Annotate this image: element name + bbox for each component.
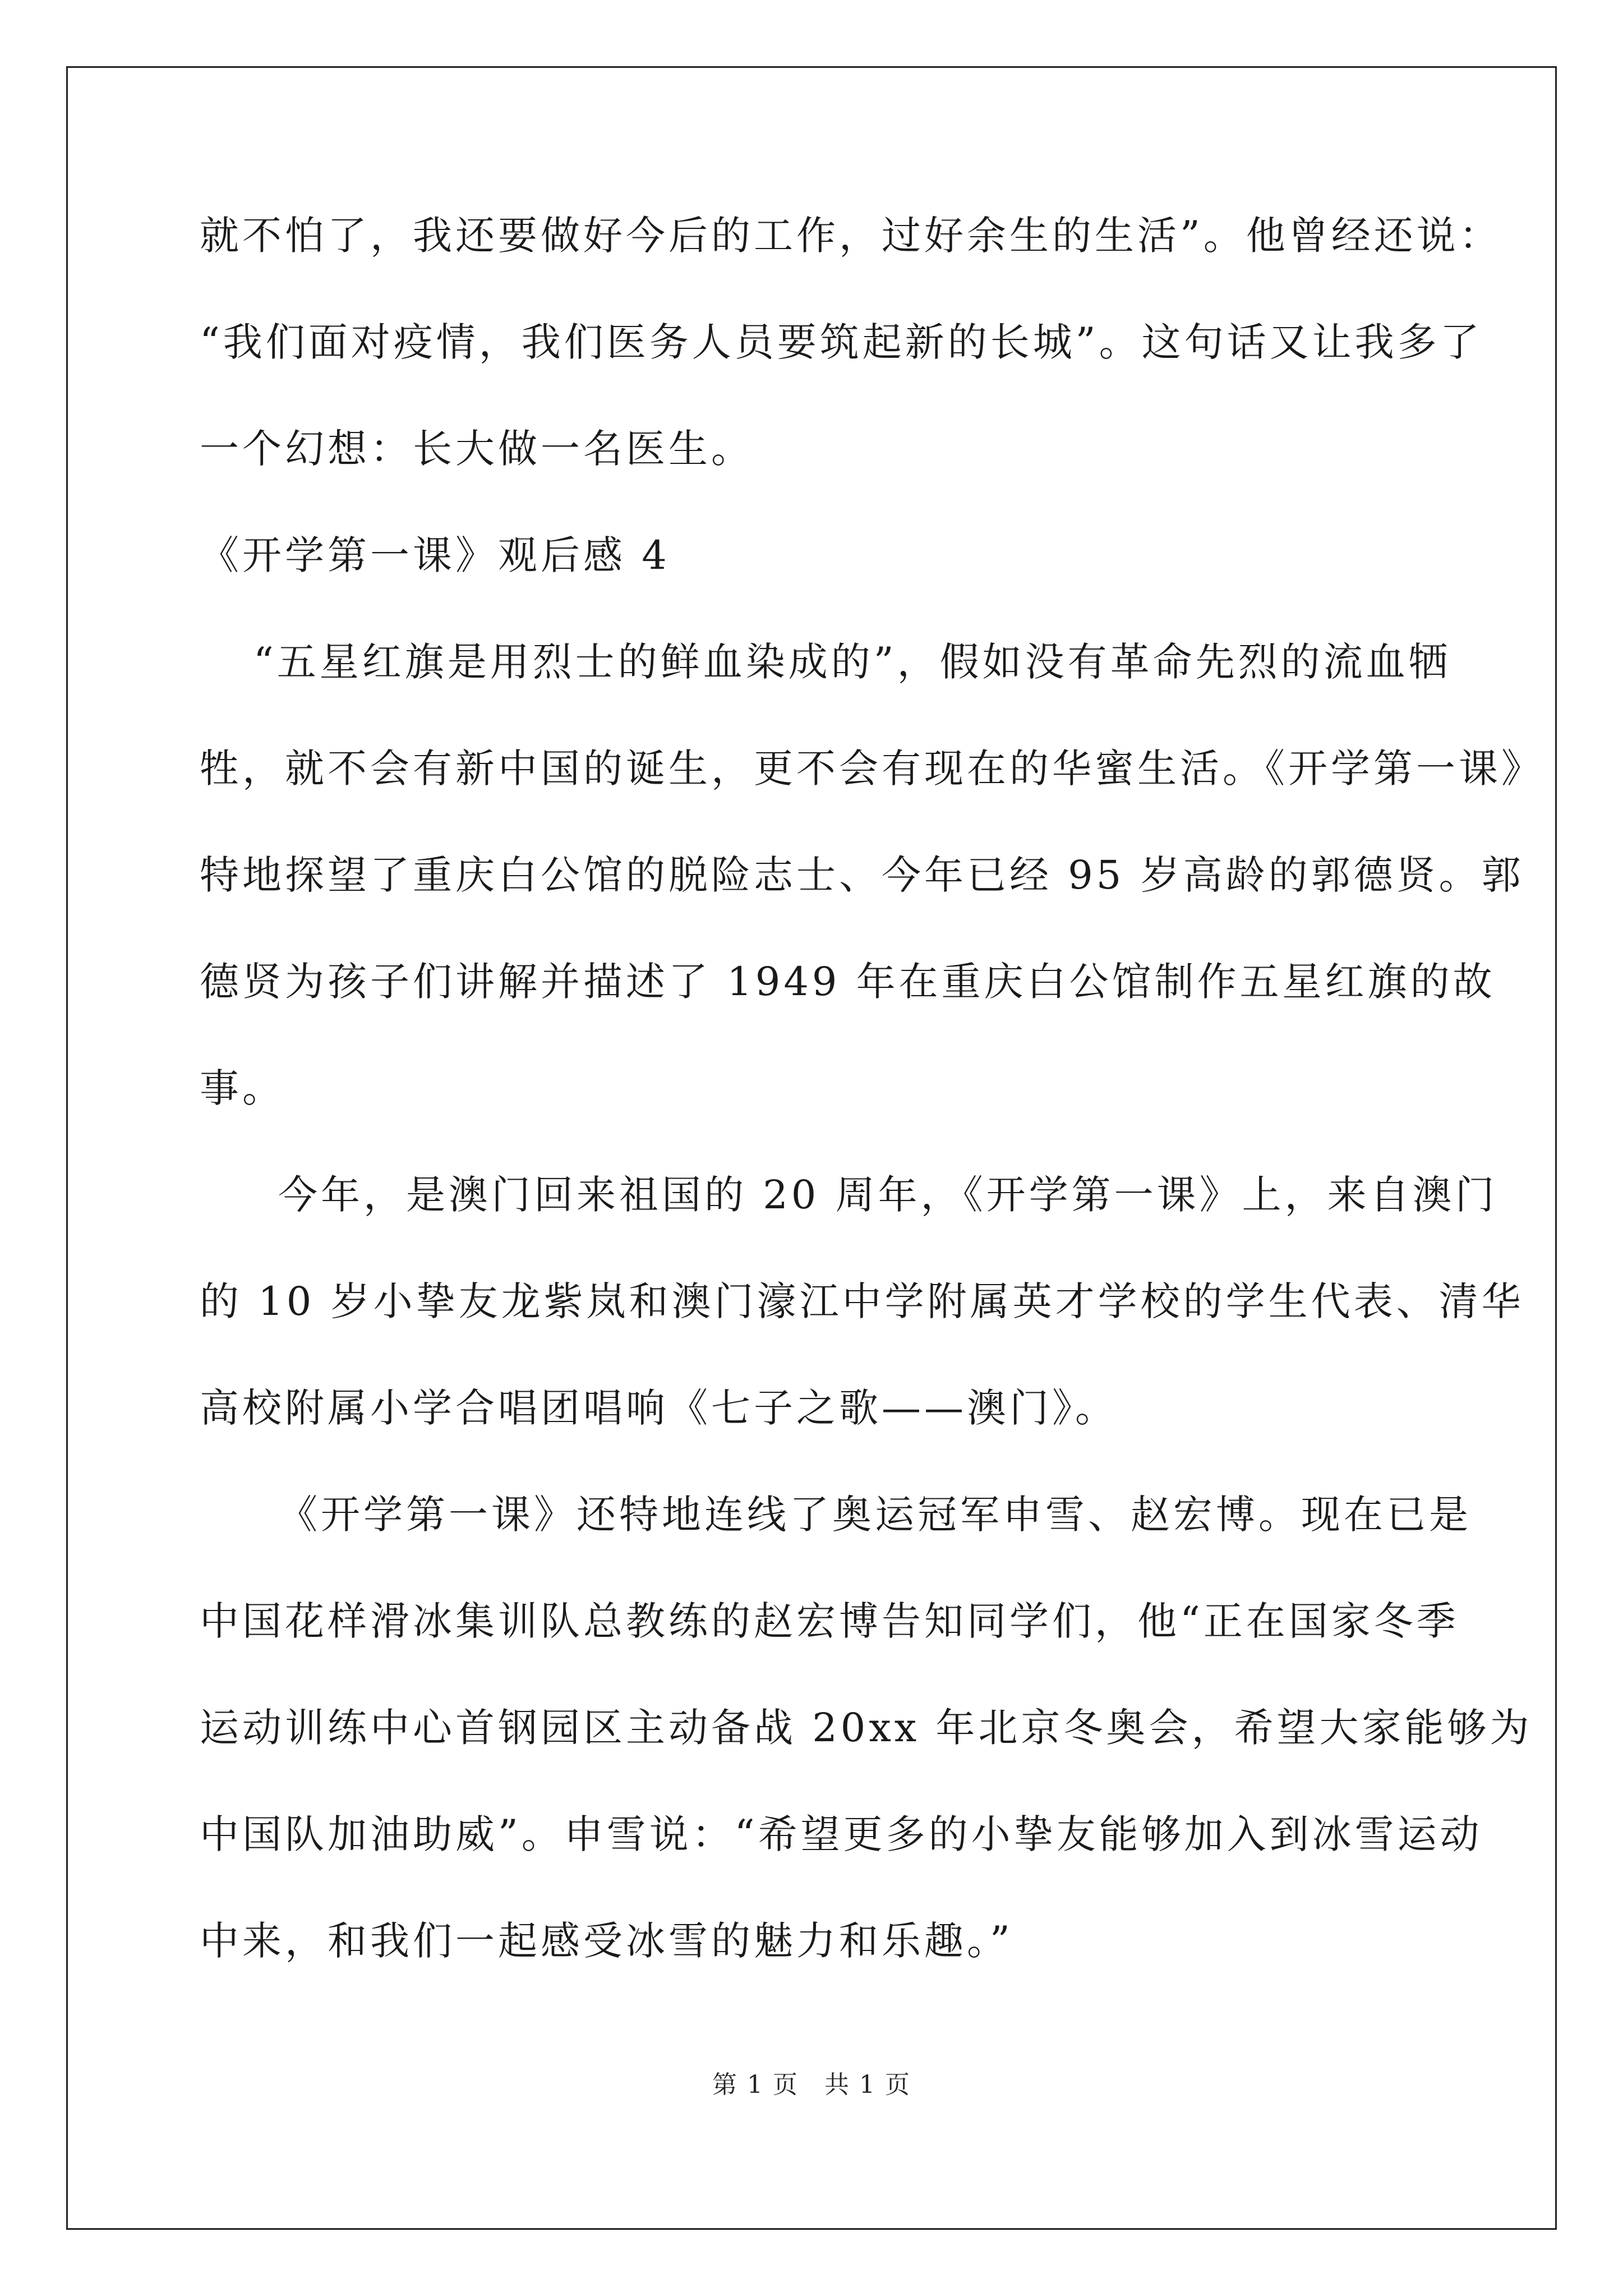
text-line: 的 10 岁小挚友龙紫岚和澳门濠江中学附属英才学校的学生代表、清华 <box>200 1278 1524 1324</box>
text-line: 中来，和我们一起感受冰雪的魅力和乐趣。” <box>200 1918 1013 1964</box>
text-line: 《开学第一课》还特地连线了奥运冠军申雪、赵宏博。现在已是 <box>278 1492 1472 1538</box>
text-line: 中国花样滑冰集训队总教练的赵宏博告知同学们，他“正在国家冬季 <box>200 1598 1459 1644</box>
text-line: 就不怕了，我还要做好今后的工作，过好余生的生活”。他曾经还说： <box>200 213 1502 259</box>
text-line: 高校附属小学合唱团唱响《七子之歌——澳门》。 <box>200 1385 1118 1431</box>
text-line: 事。 <box>200 1065 285 1111</box>
text-line: “我们面对疫情，我们医务人员要筑起新的长城”。这句话又让我多了 <box>200 319 1483 365</box>
text-line: 牲，就不会有新中国的诞生，更不会有现在的华蜜生活。《开学第一课》 <box>200 746 1544 792</box>
text-line: 中国队加油助威”。申雪说：“希望更多的小挚友能够加入到冰雪运动 <box>200 1811 1483 1857</box>
page-border <box>66 66 1557 2230</box>
page-footer: 第 1 页 共 1 页 <box>712 2070 911 2099</box>
text-line: 德贤为孩子们讲解并描述了 1949 年在重庆白公馆制作五星红旗的故 <box>200 959 1496 1005</box>
text-line: “五星红旗是用烈士的鲜血染成的”，假如没有革命先烈的流血牺 <box>253 639 1451 685</box>
text-line: 运动训练中心首钢园区主动备战 20xx 年北京冬奥会，希望大家能够为 <box>200 1705 1533 1751</box>
text-line: 今年，是澳门回来祖国的 20 周年，《开学第一课》上，来自澳门 <box>278 1172 1498 1218</box>
text-line: 一个幻想：长大做一名医生。 <box>200 426 754 472</box>
section-heading: 《开学第一课》观后感 4 <box>200 532 670 578</box>
text-line: 特地探望了重庆白公馆的脱险志士、今年已经 95 岁高龄的郭德贤。郭 <box>200 852 1524 898</box>
